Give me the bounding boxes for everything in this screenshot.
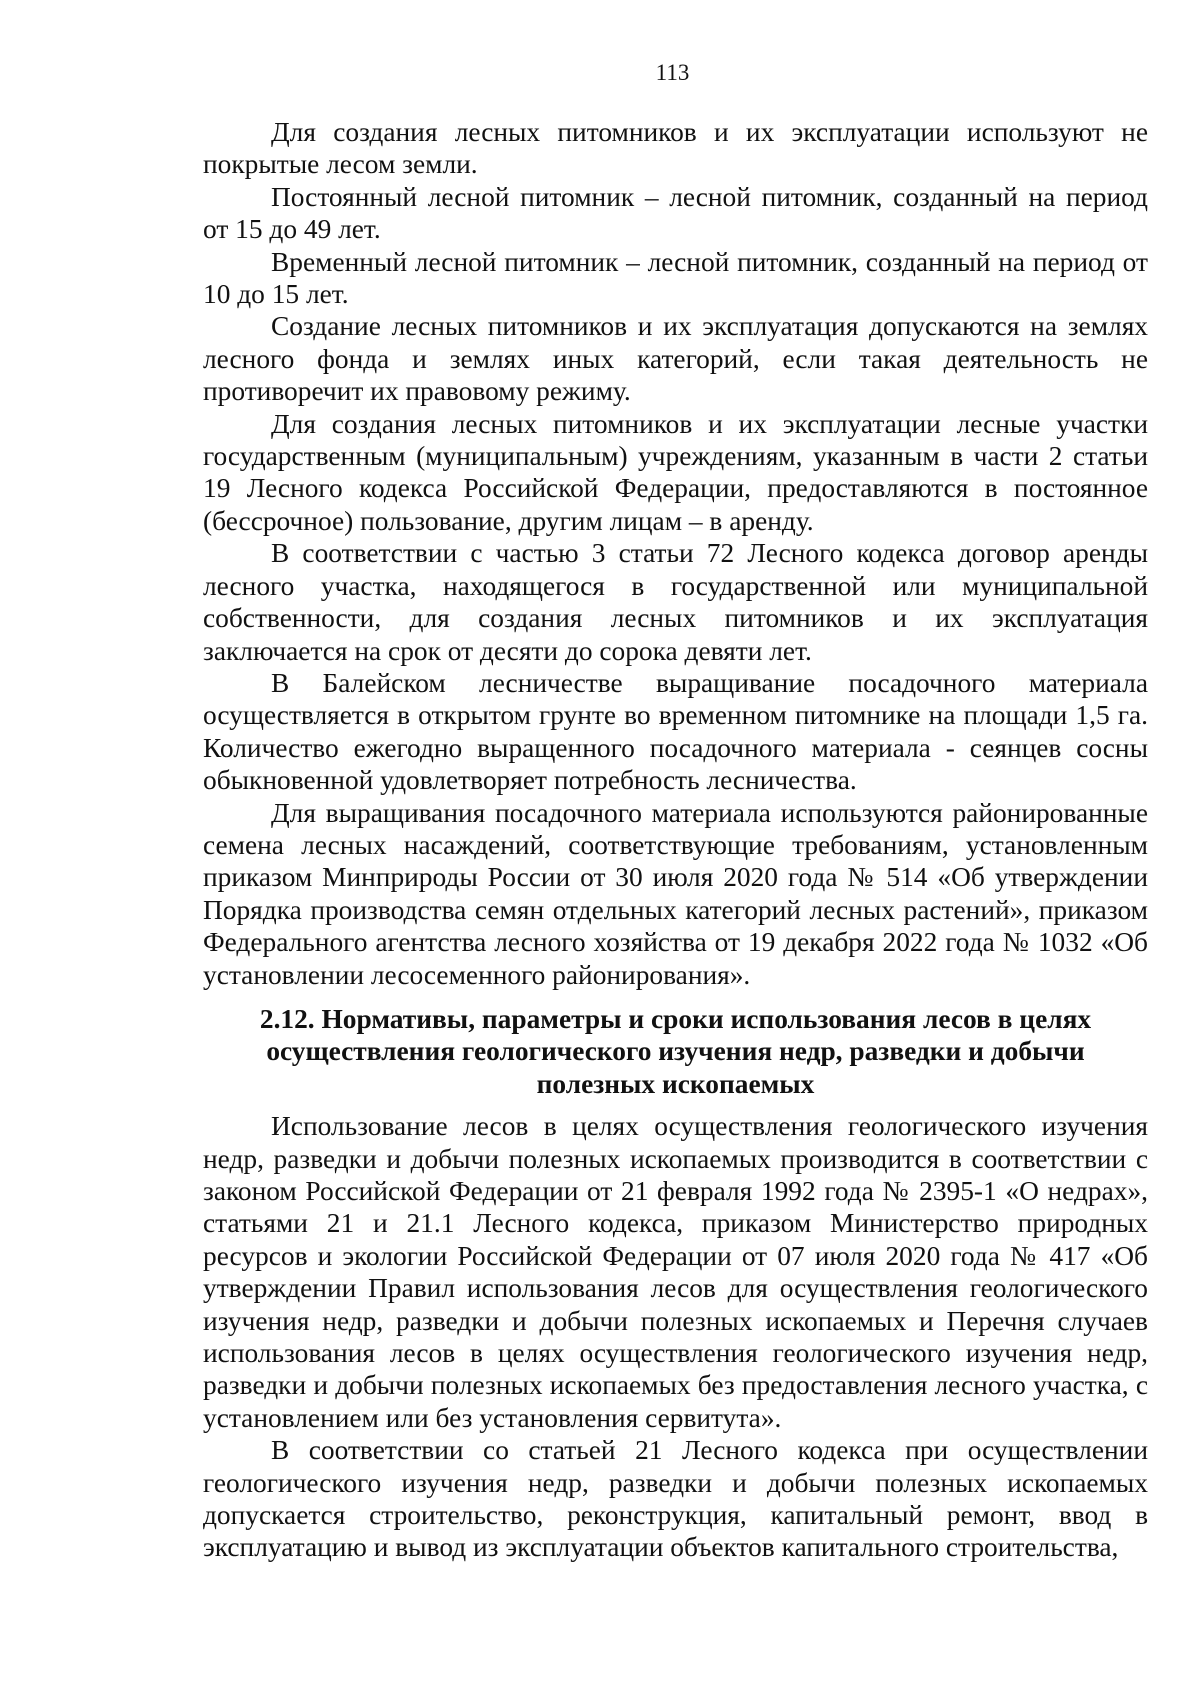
paragraph: В соответствии со статьей 21 Лесного кодекса при осуществлении геологического изучения недр, разведки и добычи полезных ископаемых допускается строительство, реконструкция, капитальный ремонт, ввод в эксплуатацию и вывод из эксплуатации объектов капитального строительства, [203, 1435, 1148, 1563]
paragraph: В соответствии с частью 3 статьи 72 Лесного кодекса договор аренды лесного участка, находящегося в государственной или муниципальной собственности, для создания лесных питомников и их эксплуатация заключается на срок от десяти до сорока девяти лет. [203, 538, 1148, 666]
paragraph: Для создания лесных питомников и их эксплуатации лесные участки государственным (муниципальным) учреждениям, указанным в части 2 статьи 19 Лесного кодекса Российской Федерации, предоставляются в постоянное (бессрочное) пользование, другим лицам – в аренду. [203, 408, 1148, 536]
paragraph: Постоянный лесной питомник – лесной питомник, созданный на период от 15 до 49 лет. [203, 181, 1148, 245]
paragraph: В Балейском лесничестве выращивание посадочного материала осуществляется в открытом грунте во временном питомнике на площади 1,5 га. Количество ежегодно выращенного посадочного материала - сеянцев сосны обыкновенной удовлетворяет потребность лесничества. [203, 667, 1148, 796]
paragraph: Временный лесной питомник – лесной питомник, созданный на период от 10 до 15 лет. [203, 246, 1148, 310]
document-body [203, 116, 1148, 1564]
paragraph: Для выращивания посадочного материала используются районированные семена лесных насаждений, соответствующие требованиям, установленным приказом Минприроды России от 30 июля 2020 года № 514 «Об утверждении Порядка производства семян отдельных категорий лесных растений», приказом Федерального агентства лесного хозяйства от 19 декабря 2022 года № 1032 «Об установлении лесосеменного районирования». [203, 797, 1148, 990]
paragraph: Создание лесных питомников и их эксплуатация допускаются на землях лесного фонда и землях иных категорий, если такая деятельность не противоречит их правовому режиму. [203, 311, 1148, 407]
page-number: 113 [655, 60, 690, 85]
paragraph: Для создания лесных питомников и их эксплуатации используют не покрытые лесом земли. [203, 117, 1148, 180]
section-heading: 2.12. Нормативы, параметры и сроки использования лесов в целях осуществления геологического изучения недр, разведки и добычи полезных ископаемых [259, 1003, 1092, 1099]
paragraph: Использование лесов в целях осуществления геологического изучения недр, разведки и добычи полезных ископаемых производится в соответствии с законом Российской Федерации от 21 февраля 1992 года № 2395-1 «О недрах», статьями 21 и 21.1 Лесного кодекса, приказом Министерство природных ресурсов и экологии Российской Федерации от 07 июля 2020 года № 417 «Об утверждении Правил использования лесов для осуществления геологического изучения недр, разведки и добычи полезных ископаемых и Перечня случаев использования лесов в целях осуществления геологического изучения недр, разведки и добычи полезных ископаемых без предоставления лесного участка, с установлением или без установления сервитута». [203, 1111, 1148, 1433]
